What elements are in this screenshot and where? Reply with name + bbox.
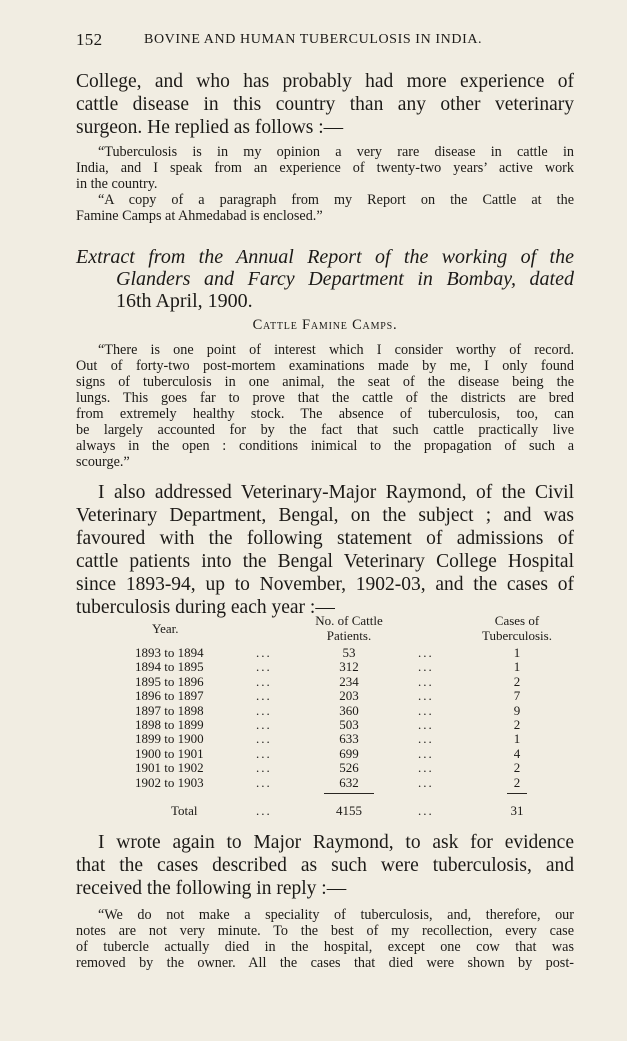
table-row	[76, 775, 576, 790]
text-line: India, and I speak from an experience of twenty-two years’ active work	[76, 160, 574, 176]
cell-year: 1896 to 1897	[135, 688, 204, 704]
cell-patients: 526	[339, 760, 359, 776]
text-line: notes are not very minute. To the best of my recollection, every case	[76, 923, 574, 939]
dots: ...	[418, 645, 434, 660]
table-row	[76, 731, 576, 746]
text-line: of tubercle actually died in the hospital, except one cow that was	[76, 939, 574, 955]
text-line: College, and who has probably had more experience of	[76, 71, 574, 92]
dots: ...	[418, 659, 434, 675]
header-year: Year.	[152, 621, 179, 636]
dots: ...	[418, 702, 434, 718]
text-line: surgeon. He replied as follows :—	[76, 117, 344, 138]
dots: ...	[418, 717, 434, 732]
section-title: Cattle Famine Camps.	[252, 317, 398, 333]
cell-cases: 2	[513, 717, 521, 732]
cell-cases: 2	[513, 774, 521, 790]
page-number: 152	[76, 30, 103, 49]
total-patients: 4155	[336, 803, 362, 818]
text-line: removed by the owner. All the cases that died were shown by post-	[76, 955, 574, 971]
cell-cases: 7	[513, 688, 521, 704]
text-line: favoured with the following statement of admissions of	[76, 528, 574, 549]
dots: ...	[418, 731, 434, 747]
cell-patients: 633	[339, 731, 359, 747]
paragraph-raymond	[76, 481, 574, 619]
running-header	[76, 30, 576, 54]
table-row	[76, 674, 576, 689]
text-line: Out of forty-two post-mortem examinations made by me, I only found	[76, 358, 574, 374]
table-row	[76, 703, 576, 718]
header-patients-line: Patients.	[326, 628, 372, 643]
cell-cases: 2	[513, 673, 521, 689]
total-row	[76, 803, 576, 818]
sum-rule-cases	[507, 793, 527, 794]
text-line: scourge.”	[76, 454, 130, 470]
table-row	[76, 688, 576, 703]
dots: ...	[256, 659, 272, 675]
dots: ...	[256, 717, 272, 732]
text-line: “A copy of a paragraph from my Report on the Cattle at the	[98, 192, 574, 208]
text-line: received the following in reply :—	[76, 878, 347, 899]
dots: ...	[256, 803, 272, 818]
text-line: since 1893-94, up to November, 1902-03, and the cases of	[76, 574, 574, 595]
cell-year: 1901 to 1902	[135, 760, 204, 776]
admissions-table	[76, 613, 576, 823]
text-line: “Tuberculosis is in my opinion a very rare disease in cattle in	[98, 144, 574, 160]
header-cases-line: Tuberculosis.	[482, 628, 552, 643]
table-row	[76, 760, 576, 775]
heading-line: 16th April, 1900.	[116, 290, 253, 312]
table-row	[76, 645, 576, 660]
dots: ...	[256, 645, 272, 660]
cell-cases: 4	[513, 745, 521, 761]
text-line: that the cases described as such were tuberculosis, and	[76, 855, 574, 876]
header-patients-line: No. of Cattle	[315, 613, 383, 628]
running-title: BOVINE AND HUMAN TUBERCULOSIS IN INDIA.	[144, 32, 483, 47]
cell-cases: 1	[513, 645, 521, 660]
text-line: tuberculosis during each year :—	[76, 597, 335, 618]
text-line: “We do not make a speciality of tuberculosis, and, therefore, our	[98, 907, 574, 923]
dots: ...	[256, 745, 272, 761]
table-row	[76, 746, 576, 761]
cell-cases: 9	[513, 702, 521, 718]
text-line: cattle patients into the Bengal Veterinary College Hospital	[76, 551, 574, 572]
table-row	[76, 659, 576, 674]
dots: ...	[418, 774, 434, 790]
cell-patients: 699	[339, 745, 359, 761]
total-label: Total	[171, 803, 198, 818]
extract-heading	[76, 246, 574, 312]
cell-patients: 632	[339, 774, 359, 790]
text-line: be largely accounted for by the fact that such cattle practically live	[76, 422, 574, 438]
text-line: cattle disease in this country than any other veterinary	[76, 94, 574, 115]
cell-cases: 1	[513, 731, 521, 747]
text-line: in the country.	[76, 176, 158, 192]
text-line: Famine Camps at Ahmedabad is enclosed.”	[76, 208, 323, 224]
text-line: I also addressed Veterinary-Major Raymond, of the Civil	[98, 482, 574, 503]
total-cases: 31	[510, 803, 524, 818]
cell-year: 1898 to 1899	[135, 717, 204, 732]
dots: ...	[256, 688, 272, 704]
cell-cases: 1	[513, 659, 521, 675]
quote-reply	[76, 907, 574, 971]
header-cases	[474, 613, 560, 643]
quote-famine-camps	[76, 342, 574, 470]
cell-patients: 234	[339, 673, 359, 689]
table-row	[76, 717, 576, 732]
table-header	[76, 613, 576, 643]
cell-patients: 503	[339, 717, 359, 732]
text-line: signs of tuberculosis in one animal, the seat of the disease being the	[76, 374, 574, 390]
text-line: lungs. This goes far to prove that the cattle of the districts are bred	[76, 390, 574, 406]
dots: ...	[418, 760, 434, 776]
cell-year: 1900 to 1901	[135, 745, 204, 761]
dots: ...	[418, 745, 434, 761]
paragraph-intro	[76, 70, 574, 139]
dots: ...	[256, 774, 272, 790]
heading-line: Glanders and Farcy Department in Bombay, dated	[116, 268, 574, 290]
heading-line: Extract from the Annual Report of the working of the	[76, 246, 574, 268]
cell-year: 1894 to 1895	[135, 659, 204, 675]
dots: ...	[256, 731, 272, 747]
paragraph-evidence	[76, 831, 574, 900]
text-line: “There is one point of interest which I consider worthy of record.	[98, 342, 574, 358]
text-line: always in the open : conditions inimical to the propagation of such a	[76, 438, 574, 454]
cell-cases: 2	[513, 760, 521, 776]
cell-patients: 312	[339, 659, 359, 675]
cell-year: 1893 to 1894	[135, 645, 204, 660]
dots: ...	[256, 702, 272, 718]
dots: ...	[418, 803, 434, 818]
header-cases-line: Cases of	[494, 613, 540, 628]
dots: ...	[256, 673, 272, 689]
dots: ...	[418, 688, 434, 704]
cell-year: 1902 to 1903	[135, 774, 204, 790]
cell-year: 1899 to 1900	[135, 731, 204, 747]
text-line: I wrote again to Major Raymond, to ask for evidence	[98, 832, 574, 853]
cell-year: 1895 to 1896	[135, 673, 204, 689]
cell-patients: 203	[339, 688, 359, 704]
header-patients	[302, 613, 396, 643]
text-line: from extremely healthy stock. The absence of tuberculosis, too, can	[76, 406, 574, 422]
text-line: Veterinary Department, Bengal, on the subject ; and was	[76, 505, 574, 526]
cell-patients: 53	[342, 645, 356, 660]
sum-rule-patients	[324, 793, 374, 794]
cell-year: 1897 to 1898	[135, 702, 204, 718]
dots: ...	[256, 760, 272, 776]
cell-patients: 360	[339, 702, 359, 718]
dots: ...	[418, 673, 434, 689]
quote-tuberculosis-rare	[76, 144, 574, 224]
